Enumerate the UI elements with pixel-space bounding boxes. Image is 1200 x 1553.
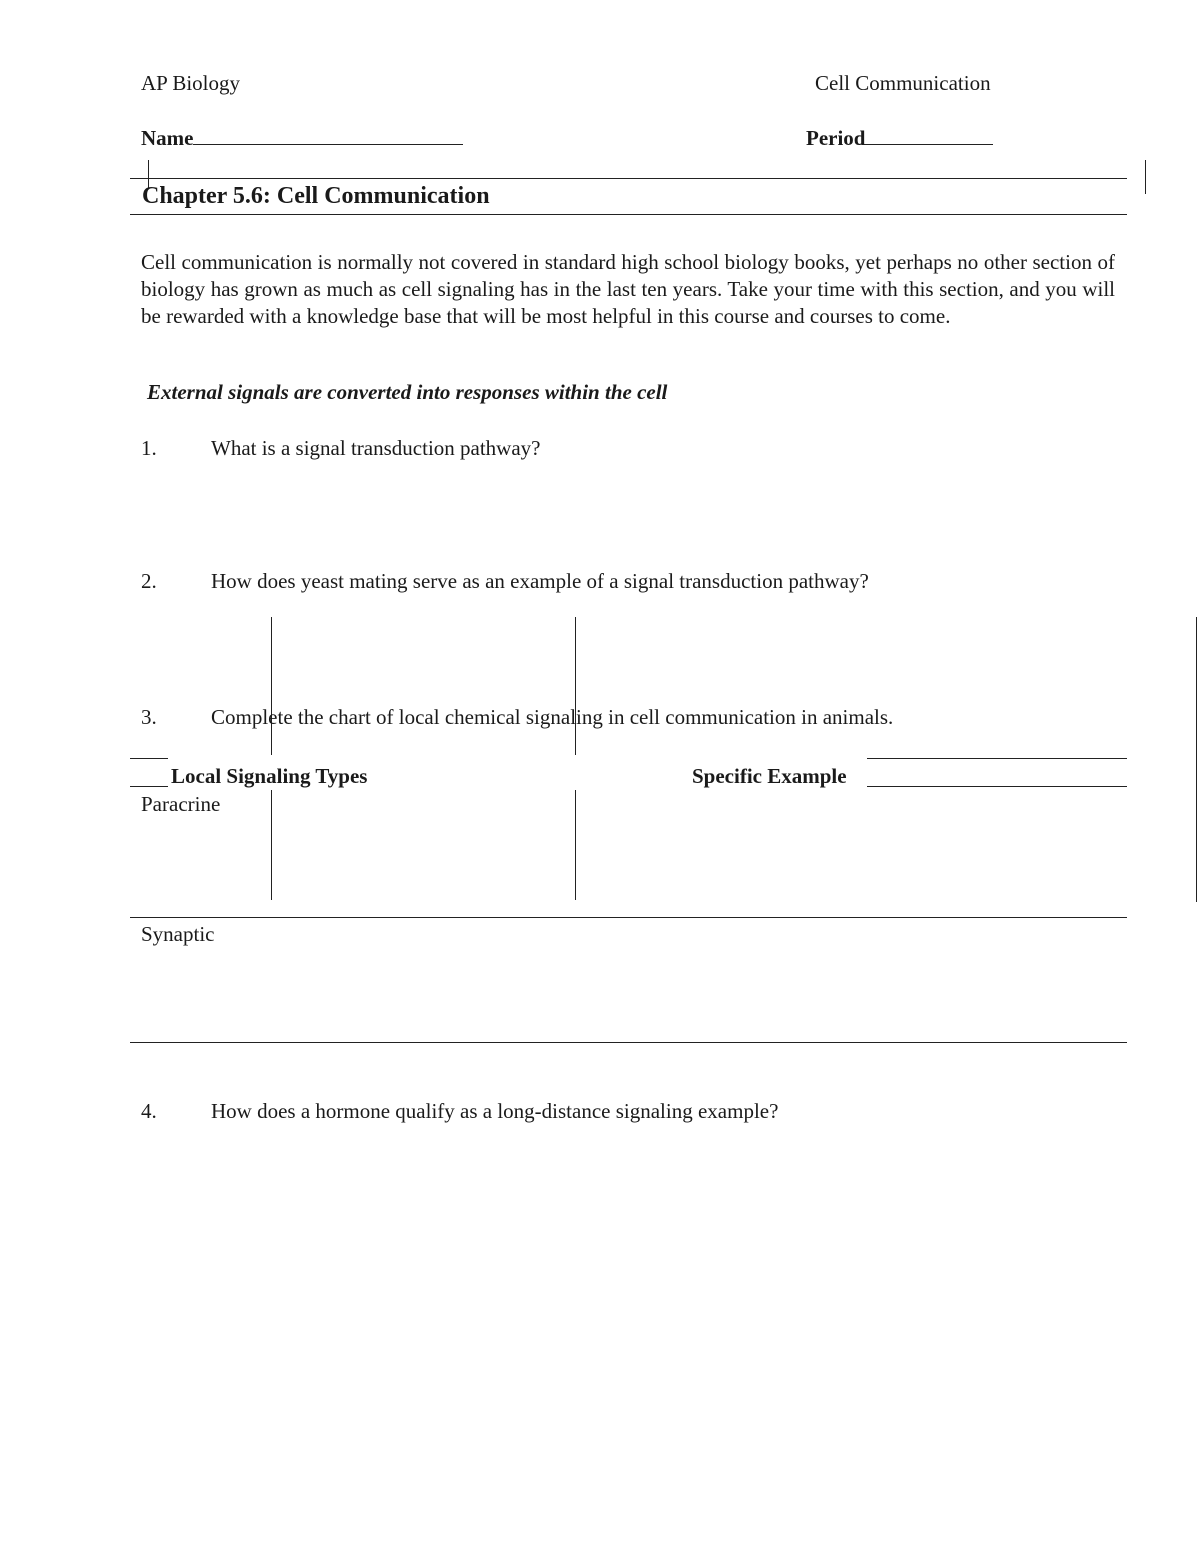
chapter-title: Chapter 5.6: Cell Communication bbox=[142, 183, 490, 209]
chart-row-label-paracrine: Paracrine bbox=[141, 792, 221, 816]
table-column-line bbox=[575, 617, 576, 755]
question-text: How does yeast mating serve as an example of a signal transduction pathway? bbox=[211, 569, 869, 593]
period-blank[interactable] bbox=[865, 124, 993, 145]
chart-bottom-rule bbox=[130, 1042, 1127, 1043]
question-number: 4. bbox=[141, 1099, 157, 1123]
chart-row-divider bbox=[130, 917, 1127, 918]
title-bottom-rule bbox=[130, 214, 1127, 215]
section-heading: External signals are converted into responses within the cell bbox=[147, 380, 668, 404]
question-number: 2. bbox=[141, 569, 157, 593]
question-text: Complete the chart of local chemical signaling in cell communication in animals. bbox=[211, 705, 894, 729]
question-number: 3. bbox=[141, 705, 157, 729]
chart-rule bbox=[867, 786, 1127, 787]
name-blank[interactable] bbox=[193, 124, 463, 145]
margin-line bbox=[1196, 617, 1197, 902]
chart-rule bbox=[130, 758, 168, 759]
question-text: What is a signal transduction pathway? bbox=[211, 436, 541, 460]
name-label: Name bbox=[141, 126, 194, 150]
margin-mark bbox=[1145, 160, 1146, 194]
column-header-specific-example: Specific Example bbox=[692, 764, 847, 788]
chart-rule bbox=[130, 786, 168, 787]
chart-row-label-synaptic: Synaptic bbox=[141, 922, 215, 946]
table-column-line bbox=[271, 790, 272, 900]
question-number: 1. bbox=[141, 436, 157, 460]
intro-paragraph: Cell communication is normally not covered in standard high school biology books, yet perhaps no other section of biology has grown as much as cell signaling has in the last ten years. Take your time with this section, and you will be rewarded with a knowledge base that will be most helpful in this course and courses to come. bbox=[141, 250, 1115, 328]
title-top-rule bbox=[130, 178, 1127, 179]
chart-rule bbox=[867, 758, 1127, 759]
period-label: Period bbox=[806, 126, 866, 150]
topic-name: Cell Communication bbox=[815, 71, 991, 95]
course-name: AP Biology bbox=[141, 71, 240, 95]
column-header-local-signaling-types: Local Signaling Types bbox=[171, 764, 368, 788]
period-field-row bbox=[806, 124, 993, 150]
question-text: How does a hormone qualify as a long-distance signaling example? bbox=[211, 1099, 779, 1123]
table-column-line bbox=[271, 617, 272, 755]
table-column-line bbox=[575, 790, 576, 900]
name-field-row bbox=[141, 124, 463, 150]
